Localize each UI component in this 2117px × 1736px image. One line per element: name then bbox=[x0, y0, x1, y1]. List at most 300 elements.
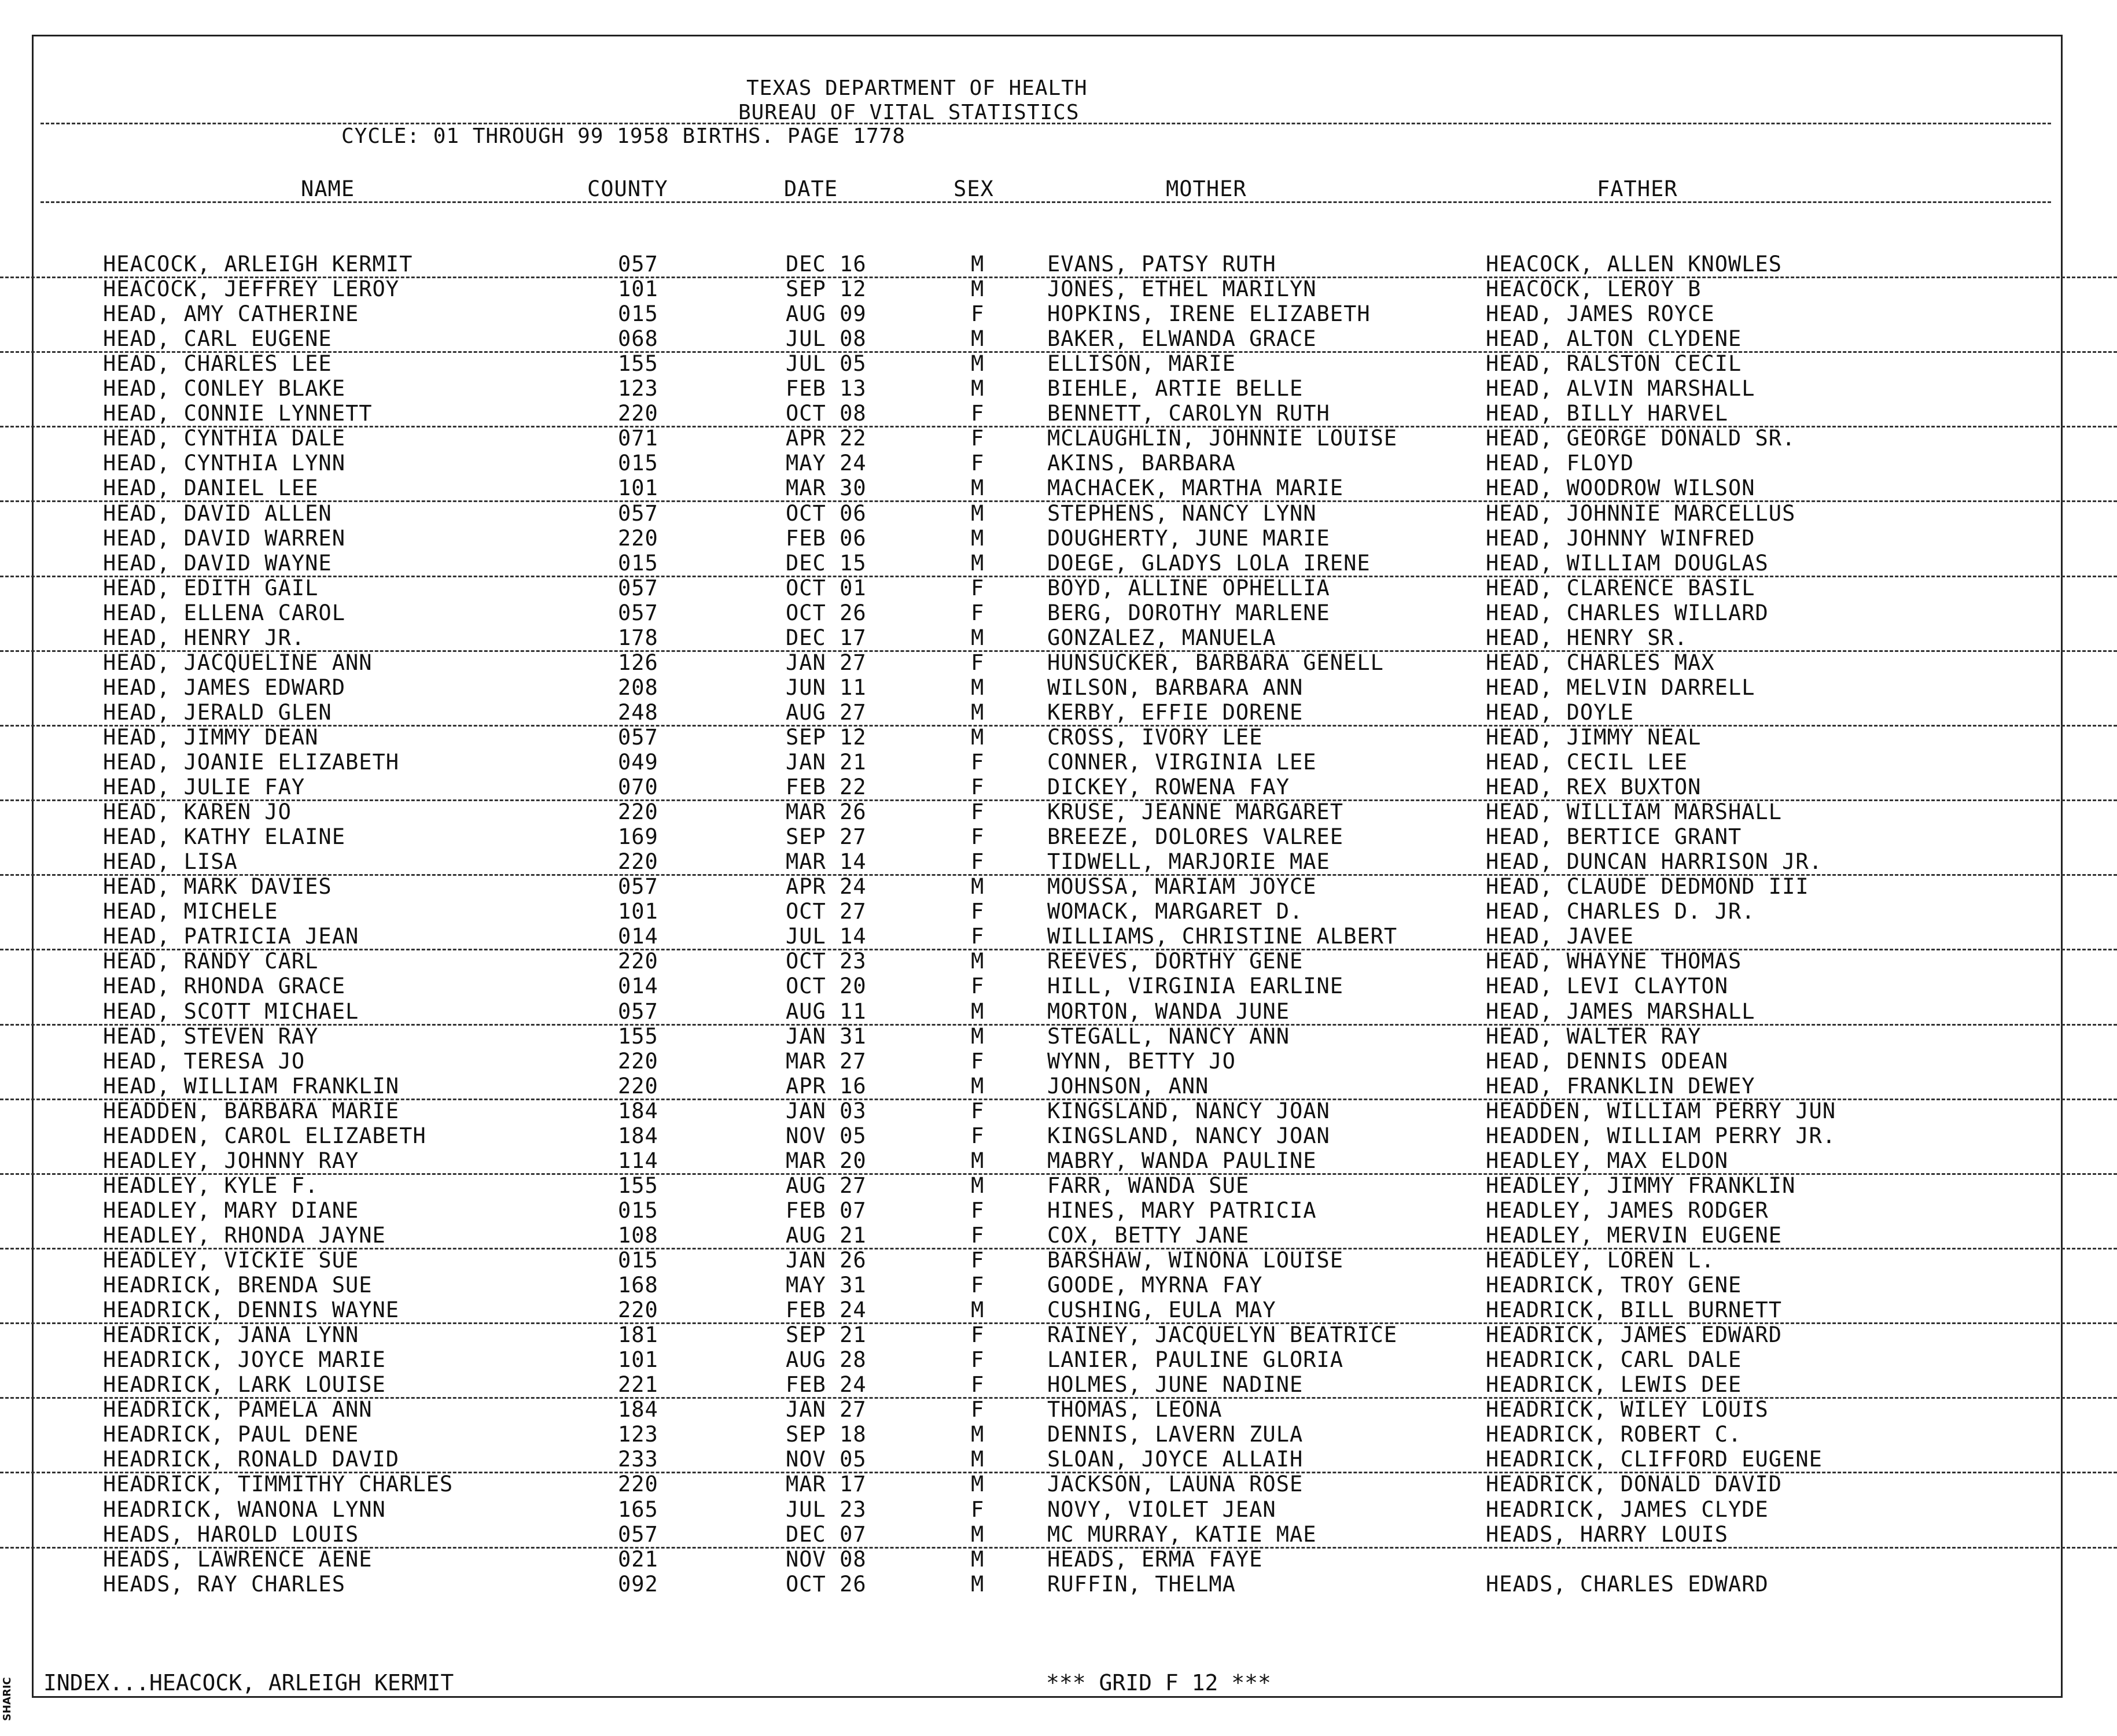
cell-sex: F bbox=[971, 1497, 985, 1522]
cell-father: HEADS, HARRY LOUIS bbox=[1486, 1521, 1728, 1547]
cell-father: HEAD, JAVEE bbox=[1486, 924, 1634, 949]
cell-date: MAR 20 bbox=[786, 1148, 867, 1173]
cell-mother: BARSHAW, WINONA LOUISE bbox=[1047, 1248, 1344, 1273]
table-row bbox=[0, 1173, 2117, 1198]
cell-mother: THOMAS, LEONA bbox=[1047, 1397, 1223, 1422]
table-row bbox=[0, 451, 2117, 476]
cell-date: JAN 03 bbox=[786, 1098, 867, 1123]
cell-date: JUN 11 bbox=[786, 675, 867, 700]
table-row bbox=[0, 277, 2117, 301]
cell-date: OCT 08 bbox=[786, 401, 867, 426]
cell-name: HEADDEN, BARBARA MARIE bbox=[103, 1098, 400, 1123]
cell-sex: M bbox=[971, 1023, 985, 1049]
cell-father: HEAD, DUNCAN HARRISON JR. bbox=[1486, 849, 1823, 875]
cell-sex: M bbox=[971, 252, 985, 277]
cell-sex: F bbox=[971, 824, 985, 850]
cell-date: OCT 27 bbox=[786, 899, 867, 924]
cell-mother: EVANS, PATSY RUTH bbox=[1047, 252, 1276, 277]
cell-mother: ELLISON, MARIE bbox=[1047, 351, 1236, 377]
cell-sex: F bbox=[971, 799, 985, 825]
cell-date: JAN 26 bbox=[786, 1248, 867, 1273]
cell-sex: M bbox=[971, 351, 985, 377]
cell-county: 092 bbox=[618, 1571, 658, 1597]
cell-father: HEAD, WILLIAM DOUGLAS bbox=[1486, 550, 1769, 576]
table-row bbox=[0, 1372, 2117, 1399]
table-row bbox=[0, 426, 2117, 451]
cell-county: 123 bbox=[618, 376, 658, 401]
cell-county: 057 bbox=[618, 575, 658, 600]
table-row bbox=[0, 476, 2117, 502]
cell-county: 220 bbox=[618, 1472, 658, 1497]
cell-name: HEADRICK, DENNIS WAYNE bbox=[103, 1298, 400, 1323]
cell-father: HEAD, ALTON CLYDENE bbox=[1486, 326, 1742, 352]
cell-county: 126 bbox=[618, 650, 658, 675]
cell-mother: CUSHING, EULA MAY bbox=[1047, 1298, 1276, 1323]
cell-mother: GOODE, MYRNA FAY bbox=[1047, 1273, 1263, 1298]
table-row bbox=[0, 1547, 2117, 1572]
cell-date: NOV 08 bbox=[786, 1546, 867, 1572]
cell-mother: HOPKINS, IRENE ELIZABETH bbox=[1047, 301, 1371, 327]
cell-county: 233 bbox=[618, 1447, 658, 1472]
cell-name: HEAD, JIMMY DEAN bbox=[103, 724, 319, 750]
cell-father: HEAD, WHAYNE THOMAS bbox=[1486, 949, 1742, 974]
cell-sex: M bbox=[971, 376, 985, 401]
cell-father: HEADRICK, CLIFFORD EUGENE bbox=[1486, 1447, 1823, 1472]
cell-date: MAR 14 bbox=[786, 849, 867, 875]
cell-father: HEAD, WOODROW WILSON bbox=[1486, 476, 1755, 501]
cell-county: 221 bbox=[618, 1372, 658, 1398]
cell-date: MAR 30 bbox=[786, 476, 867, 501]
cell-date: FEB 07 bbox=[786, 1197, 867, 1223]
cell-mother: MC MURRAY, KATIE MAE bbox=[1047, 1521, 1317, 1547]
table-row bbox=[0, 1049, 2117, 1074]
cell-date: JAN 27 bbox=[786, 650, 867, 675]
cell-county: 184 bbox=[618, 1098, 658, 1123]
cell-name: HEAD, JERALD GLEN bbox=[103, 699, 332, 725]
cell-date: OCT 20 bbox=[786, 974, 867, 999]
table-row bbox=[0, 1198, 2117, 1223]
cell-sex: F bbox=[971, 974, 985, 999]
cell-mother: HILL, VIRGINIA EARLINE bbox=[1047, 974, 1344, 999]
cell-father: HEAD, CECIL LEE bbox=[1486, 750, 1688, 775]
column-header-name: NAME bbox=[301, 176, 355, 201]
table-row bbox=[0, 974, 2117, 998]
cell-name: HEADLEY, KYLE F. bbox=[103, 1173, 319, 1198]
cell-father: HEAD, MELVIN DARRELL bbox=[1486, 675, 1755, 700]
cell-county: 101 bbox=[618, 476, 658, 501]
cell-name: HEAD, CYNTHIA LYNN bbox=[103, 451, 345, 476]
cell-father: HEAD, WALTER RAY bbox=[1486, 1023, 1702, 1049]
cell-date: SEP 18 bbox=[786, 1422, 867, 1447]
table-row bbox=[0, 1024, 2117, 1049]
cell-sex: M bbox=[971, 1447, 985, 1472]
table-row bbox=[0, 775, 2117, 801]
cell-county: 014 bbox=[618, 924, 658, 949]
cell-date: NOV 05 bbox=[786, 1123, 867, 1148]
cell-name: HEADS, LAWRENCE AENE bbox=[103, 1546, 373, 1572]
cell-father: HEADRICK, DONALD DAVID bbox=[1486, 1472, 1783, 1497]
cell-name: HEADLEY, JOHNNY RAY bbox=[103, 1148, 359, 1173]
cell-county: 165 bbox=[618, 1497, 658, 1522]
cell-mother: HUNSUCKER, BARBARA GENELL bbox=[1047, 650, 1384, 675]
table-row bbox=[0, 924, 2117, 950]
cell-mother: NOVY, VIOLET JEAN bbox=[1047, 1497, 1276, 1522]
cell-father: HEAD, CHARLES MAX bbox=[1486, 650, 1715, 675]
cell-county: 169 bbox=[618, 824, 658, 850]
cell-mother: WILSON, BARBARA ANN bbox=[1047, 675, 1304, 700]
cell-county: 057 bbox=[618, 1521, 658, 1547]
cell-date: FEB 13 bbox=[786, 376, 867, 401]
table-row bbox=[0, 650, 2117, 675]
cell-mother: DOUGHERTY, JUNE MARIE bbox=[1047, 525, 1330, 551]
cell-mother: WOMACK, MARGARET D. bbox=[1047, 899, 1304, 924]
cell-county: 057 bbox=[618, 874, 658, 900]
cell-mother: KERBY, EFFIE DORENE bbox=[1047, 699, 1304, 725]
cell-father: HEADLEY, JAMES RODGER bbox=[1486, 1197, 1769, 1223]
cell-mother: STEPHENS, NANCY LYNN bbox=[1047, 500, 1317, 526]
cell-date: JUL 14 bbox=[786, 924, 867, 949]
cell-sex: M bbox=[971, 675, 985, 700]
table-row bbox=[0, 1248, 2117, 1273]
cell-mother: KINGSLAND, NANCY JOAN bbox=[1047, 1098, 1330, 1123]
table-row bbox=[0, 799, 2117, 824]
cell-county: 057 bbox=[618, 998, 658, 1024]
cell-name: HEAD, MICHELE bbox=[103, 899, 278, 924]
table-row bbox=[0, 1074, 2117, 1100]
cell-county: 014 bbox=[618, 974, 658, 999]
table-row bbox=[0, 675, 2117, 700]
cell-father: HEADRICK, LEWIS DEE bbox=[1486, 1372, 1742, 1398]
cell-mother: RAINEY, JACQUELYN BEATRICE bbox=[1047, 1322, 1398, 1348]
cell-date: JAN 31 bbox=[786, 1023, 867, 1049]
cell-sex: F bbox=[971, 1222, 985, 1248]
cell-father: HEADRICK, CARL DALE bbox=[1486, 1347, 1742, 1373]
cell-sex: F bbox=[971, 849, 985, 875]
cell-name: HEADRICK, JOYCE MARIE bbox=[103, 1347, 386, 1373]
cell-date: MAR 17 bbox=[786, 1472, 867, 1497]
cell-father: HEAD, DOYLE bbox=[1486, 699, 1634, 725]
cell-county: 021 bbox=[618, 1546, 658, 1572]
cell-date: JAN 21 bbox=[786, 750, 867, 775]
cell-sex: M bbox=[971, 550, 985, 576]
cell-father: HEAD, CLARENCE BASIL bbox=[1486, 575, 1755, 600]
table-row bbox=[0, 1497, 2117, 1522]
table-row bbox=[0, 376, 2117, 401]
cell-mother: JACKSON, LAUNA ROSE bbox=[1047, 1472, 1304, 1497]
cell-father: HEAD, CHARLES D. JR. bbox=[1486, 899, 1755, 924]
cell-county: 015 bbox=[618, 550, 658, 576]
cell-county: 114 bbox=[618, 1148, 658, 1173]
column-header-mother: MOTHER bbox=[1166, 176, 1247, 201]
cell-mother: MACHACEK, MARTHA MARIE bbox=[1047, 476, 1344, 501]
table-row bbox=[0, 526, 2117, 551]
cell-name: HEADDEN, CAROL ELIZABETH bbox=[103, 1123, 426, 1148]
cell-sex: M bbox=[971, 326, 985, 352]
table-row bbox=[0, 824, 2117, 849]
cell-father: HEADDEN, WILLIAM PERRY JR. bbox=[1486, 1123, 1836, 1148]
cell-father: HEAD, LEVI CLAYTON bbox=[1486, 974, 1728, 999]
cell-sex: M bbox=[971, 699, 985, 725]
cell-name: HEAD, RHONDA GRACE bbox=[103, 974, 345, 999]
cell-father: HEADDEN, WILLIAM PERRY JUN bbox=[1486, 1098, 1836, 1123]
cell-county: 155 bbox=[618, 1023, 658, 1049]
cell-name: HEAD, WILLIAM FRANKLIN bbox=[103, 1073, 400, 1099]
cell-date: MAY 31 bbox=[786, 1273, 867, 1298]
cell-sex: F bbox=[971, 426, 985, 451]
cell-father: HEAD, GEORGE DONALD SR. bbox=[1486, 426, 1796, 451]
cell-father: HEADLEY, JIMMY FRANKLIN bbox=[1486, 1173, 1796, 1198]
cell-name: HEAD, CYNTHIA DALE bbox=[103, 426, 345, 451]
cell-mother: BIEHLE, ARTIE BELLE bbox=[1047, 376, 1304, 401]
table-row bbox=[0, 600, 2117, 625]
cell-county: 220 bbox=[618, 1298, 658, 1323]
cell-date: MAR 26 bbox=[786, 799, 867, 825]
table-row bbox=[0, 750, 2117, 775]
table-row bbox=[0, 326, 2117, 353]
cell-name: HEADRICK, PAMELA ANN bbox=[103, 1397, 373, 1422]
cell-name: HEAD, DAVID ALLEN bbox=[103, 500, 332, 526]
cell-date: DEC 07 bbox=[786, 1521, 867, 1547]
cell-name: HEAD, AMY CATHERINE bbox=[103, 301, 359, 327]
cell-name: HEADRICK, RONALD DAVID bbox=[103, 1447, 400, 1472]
cell-father: HEAD, WILLIAM MARSHALL bbox=[1486, 799, 1783, 825]
table-row bbox=[0, 351, 2117, 376]
cell-county: 248 bbox=[618, 699, 658, 725]
column-header-date: DATE bbox=[784, 176, 838, 201]
cell-date: DEC 17 bbox=[786, 625, 867, 650]
cell-name: HEADLEY, RHONDA JAYNE bbox=[103, 1222, 386, 1248]
cell-county: 178 bbox=[618, 625, 658, 650]
cell-mother: KRUSE, JEANNE MARGARET bbox=[1047, 799, 1344, 825]
cell-date: FEB 22 bbox=[786, 775, 867, 800]
cell-name: HEADRICK, PAUL DENE bbox=[103, 1422, 359, 1447]
cell-county: 220 bbox=[618, 949, 658, 974]
cell-mother: HEADS, ERMA FAYE bbox=[1047, 1546, 1263, 1572]
cell-mother: CONNER, VIRGINIA LEE bbox=[1047, 750, 1317, 775]
cell-sex: F bbox=[971, 451, 985, 476]
cell-father: HEADLEY, MAX ELDON bbox=[1486, 1148, 1728, 1173]
cell-father: HEADRICK, ROBERT C. bbox=[1486, 1422, 1742, 1447]
cell-sex: F bbox=[971, 1322, 985, 1348]
cell-name: HEADRICK, JANA LYNN bbox=[103, 1322, 359, 1348]
cycle-line: CYCLE: 01 THROUGH 99 1958 BIRTHS. PAGE 1778 bbox=[341, 124, 905, 148]
cell-date: AUG 28 bbox=[786, 1347, 867, 1373]
cell-county: 155 bbox=[618, 351, 658, 377]
cell-county: 068 bbox=[618, 326, 658, 352]
cell-date: AUG 21 bbox=[786, 1222, 867, 1248]
table-row bbox=[0, 725, 2117, 750]
table-row bbox=[0, 1522, 2117, 1549]
cell-name: HEACOCK, JEFFREY LEROY bbox=[103, 277, 400, 302]
column-header-divider bbox=[41, 201, 2051, 203]
table-row bbox=[0, 1472, 2117, 1497]
cell-name: HEAD, DANIEL LEE bbox=[103, 476, 319, 501]
table-row bbox=[0, 1422, 2117, 1447]
cell-name: HEAD, JULIE FAY bbox=[103, 775, 305, 800]
cell-date: OCT 01 bbox=[786, 575, 867, 600]
cell-name: HEAD, CARL EUGENE bbox=[103, 326, 332, 352]
cell-mother: HINES, MARY PATRICIA bbox=[1047, 1197, 1317, 1223]
cell-sex: F bbox=[971, 750, 985, 775]
cell-mother: REEVES, DORTHY GENE bbox=[1047, 949, 1304, 974]
cell-sex: M bbox=[971, 1298, 985, 1323]
cell-mother: MCLAUGHLIN, JOHNNIE LOUISE bbox=[1047, 426, 1398, 451]
cell-mother: BREEZE, DOLORES VALREE bbox=[1047, 824, 1344, 850]
table-row bbox=[0, 1298, 2117, 1324]
table-row bbox=[0, 501, 2117, 526]
cell-father: HEAD, FLOYD bbox=[1486, 451, 1634, 476]
cell-county: 015 bbox=[618, 451, 658, 476]
cell-county: 049 bbox=[618, 750, 658, 775]
cell-mother: KINGSLAND, NANCY JOAN bbox=[1047, 1123, 1330, 1148]
cell-county: 057 bbox=[618, 600, 658, 625]
cell-county: 208 bbox=[618, 675, 658, 700]
cell-date: AUG 09 bbox=[786, 301, 867, 327]
cell-mother: JOHNSON, ANN bbox=[1047, 1073, 1209, 1099]
cell-county: 181 bbox=[618, 1322, 658, 1348]
cell-name: HEADRICK, BRENDA SUE bbox=[103, 1273, 373, 1298]
cell-sex: F bbox=[971, 401, 985, 426]
cell-sex: M bbox=[971, 1571, 985, 1597]
cell-county: 057 bbox=[618, 252, 658, 277]
cell-sex: M bbox=[971, 625, 985, 650]
cell-name: HEAD, CHARLES LEE bbox=[103, 351, 332, 377]
cell-date: OCT 06 bbox=[786, 500, 867, 526]
cell-name: HEAD, MARK DAVIES bbox=[103, 874, 332, 900]
cell-father: HEAD, REX BUXTON bbox=[1486, 775, 1702, 800]
cell-father: HEADS, CHARLES EDWARD bbox=[1486, 1571, 1769, 1597]
cell-date: MAY 24 bbox=[786, 451, 867, 476]
index-footer: INDEX...HEACOCK, ARLEIGH KERMIT bbox=[43, 1670, 454, 1696]
cell-name: HEAD, JACQUELINE ANN bbox=[103, 650, 373, 675]
cell-name: HEACOCK, ARLEIGH KERMIT bbox=[103, 252, 413, 277]
cell-name: HEAD, CONLEY BLAKE bbox=[103, 376, 345, 401]
cell-father: HEAD, CHARLES WILLARD bbox=[1486, 600, 1769, 625]
cell-sex: M bbox=[971, 1546, 985, 1572]
cell-mother: TIDWELL, MARJORIE MAE bbox=[1047, 849, 1330, 875]
cell-county: 220 bbox=[618, 849, 658, 875]
cell-mother: MABRY, WANDA PAULINE bbox=[1047, 1148, 1317, 1173]
cell-county: 015 bbox=[618, 1197, 658, 1223]
cell-date: JAN 27 bbox=[786, 1397, 867, 1422]
cell-name: HEAD, KATHY ELAINE bbox=[103, 824, 345, 850]
cell-sex: F bbox=[971, 1098, 985, 1123]
cell-sex: F bbox=[971, 775, 985, 800]
cell-mother: RUFFIN, THELMA bbox=[1047, 1571, 1236, 1597]
cell-mother: JONES, ETHEL MARILYN bbox=[1047, 277, 1317, 302]
cell-name: HEADS, RAY CHARLES bbox=[103, 1571, 345, 1597]
cell-father: HEAD, JAMES MARSHALL bbox=[1486, 998, 1755, 1024]
cell-sex: F bbox=[971, 1347, 985, 1373]
cell-mother: BERG, DOROTHY MARLENE bbox=[1047, 600, 1330, 625]
cell-name: HEAD, JAMES EDWARD bbox=[103, 675, 345, 700]
table-row bbox=[0, 1273, 2117, 1298]
cell-name: HEADRICK, TIMMITHY CHARLES bbox=[103, 1472, 454, 1497]
cell-name: HEAD, TERESA JO bbox=[103, 1048, 305, 1074]
cell-mother: AKINS, BARBARA bbox=[1047, 451, 1236, 476]
cell-sex: M bbox=[971, 1173, 985, 1198]
cell-sex: F bbox=[971, 1372, 985, 1398]
cell-date: SEP 12 bbox=[786, 277, 867, 302]
table-row bbox=[0, 1347, 2117, 1372]
cell-father: HEAD, ALVIN MARSHALL bbox=[1486, 376, 1755, 401]
cell-date: OCT 23 bbox=[786, 949, 867, 974]
cell-sex: F bbox=[971, 899, 985, 924]
cell-sex: F bbox=[971, 575, 985, 600]
cell-sex: M bbox=[971, 1422, 985, 1447]
cell-name: HEAD, EDITH GAIL bbox=[103, 575, 319, 600]
cell-mother: BAKER, ELWANDA GRACE bbox=[1047, 326, 1317, 352]
bureau-title: BUREAU OF VITAL STATISTICS bbox=[738, 101, 1080, 124]
cell-date: OCT 26 bbox=[786, 600, 867, 625]
cell-date: APR 24 bbox=[786, 874, 867, 900]
table-row bbox=[0, 899, 2117, 924]
cell-sex: F bbox=[971, 1273, 985, 1298]
cell-date: MAR 27 bbox=[786, 1048, 867, 1074]
cell-name: HEAD, HENRY JR. bbox=[103, 625, 305, 650]
table-row bbox=[0, 1148, 2117, 1175]
cell-father: HEAD, JAMES ROYCE bbox=[1486, 301, 1715, 327]
cell-county: 015 bbox=[618, 301, 658, 327]
cell-father: HEADRICK, JAMES CLYDE bbox=[1486, 1497, 1769, 1522]
cell-sex: F bbox=[971, 650, 985, 675]
cell-father: HEADLEY, LOREN L. bbox=[1486, 1248, 1715, 1273]
cell-date: SEP 27 bbox=[786, 824, 867, 850]
cell-name: HEAD, ELLENA CAROL bbox=[103, 600, 345, 625]
table-row bbox=[0, 999, 2117, 1026]
cell-father: HEAD, DENNIS ODEAN bbox=[1486, 1048, 1728, 1074]
cell-sex: F bbox=[971, 1123, 985, 1148]
cell-date: FEB 24 bbox=[786, 1372, 867, 1398]
cell-mother: HOLMES, JUNE NADINE bbox=[1047, 1372, 1304, 1398]
cell-name: HEAD, DAVID WARREN bbox=[103, 525, 345, 551]
cell-county: 057 bbox=[618, 724, 658, 750]
cell-date: DEC 16 bbox=[786, 252, 867, 277]
cell-date: JUL 23 bbox=[786, 1497, 867, 1522]
cell-mother: COX, BETTY JANE bbox=[1047, 1222, 1250, 1248]
cell-county: 220 bbox=[618, 525, 658, 551]
table-row bbox=[0, 551, 2117, 577]
cell-date: AUG 27 bbox=[786, 1173, 867, 1198]
table-row bbox=[0, 849, 2117, 876]
cell-sex: M bbox=[971, 724, 985, 750]
cell-date: FEB 24 bbox=[786, 1298, 867, 1323]
cell-mother: LANIER, PAULINE GLORIA bbox=[1047, 1347, 1344, 1373]
cell-sex: F bbox=[971, 1397, 985, 1422]
table-row bbox=[0, 1223, 2117, 1250]
cell-date: SEP 12 bbox=[786, 724, 867, 750]
cell-name: HEAD, CONNIE LYNNETT bbox=[103, 401, 373, 426]
column-header-county: COUNTY bbox=[587, 176, 668, 201]
cell-county: 184 bbox=[618, 1397, 658, 1422]
cell-county: 101 bbox=[618, 1347, 658, 1373]
cell-date: APR 16 bbox=[786, 1073, 867, 1099]
cell-father: HEAD, FRANKLIN DEWEY bbox=[1486, 1073, 1755, 1099]
cell-date: JUL 08 bbox=[786, 326, 867, 352]
cell-mother: DENNIS, LAVERN ZULA bbox=[1047, 1422, 1304, 1447]
cell-name: HEAD, LISA bbox=[103, 849, 238, 875]
cell-date: OCT 26 bbox=[786, 1571, 867, 1597]
table-row bbox=[0, 874, 2117, 899]
cell-mother: SLOAN, JOYCE ALLAIH bbox=[1047, 1447, 1304, 1472]
cell-father: HEACOCK, LEROY B bbox=[1486, 277, 1702, 302]
cell-date: JUL 05 bbox=[786, 351, 867, 377]
cell-county: 108 bbox=[618, 1222, 658, 1248]
cell-father: HEAD, BILLY HARVEL bbox=[1486, 401, 1728, 426]
cell-mother: GONZALEZ, MANUELA bbox=[1047, 625, 1276, 650]
cell-county: 220 bbox=[618, 1048, 658, 1074]
cell-sex: M bbox=[971, 998, 985, 1024]
